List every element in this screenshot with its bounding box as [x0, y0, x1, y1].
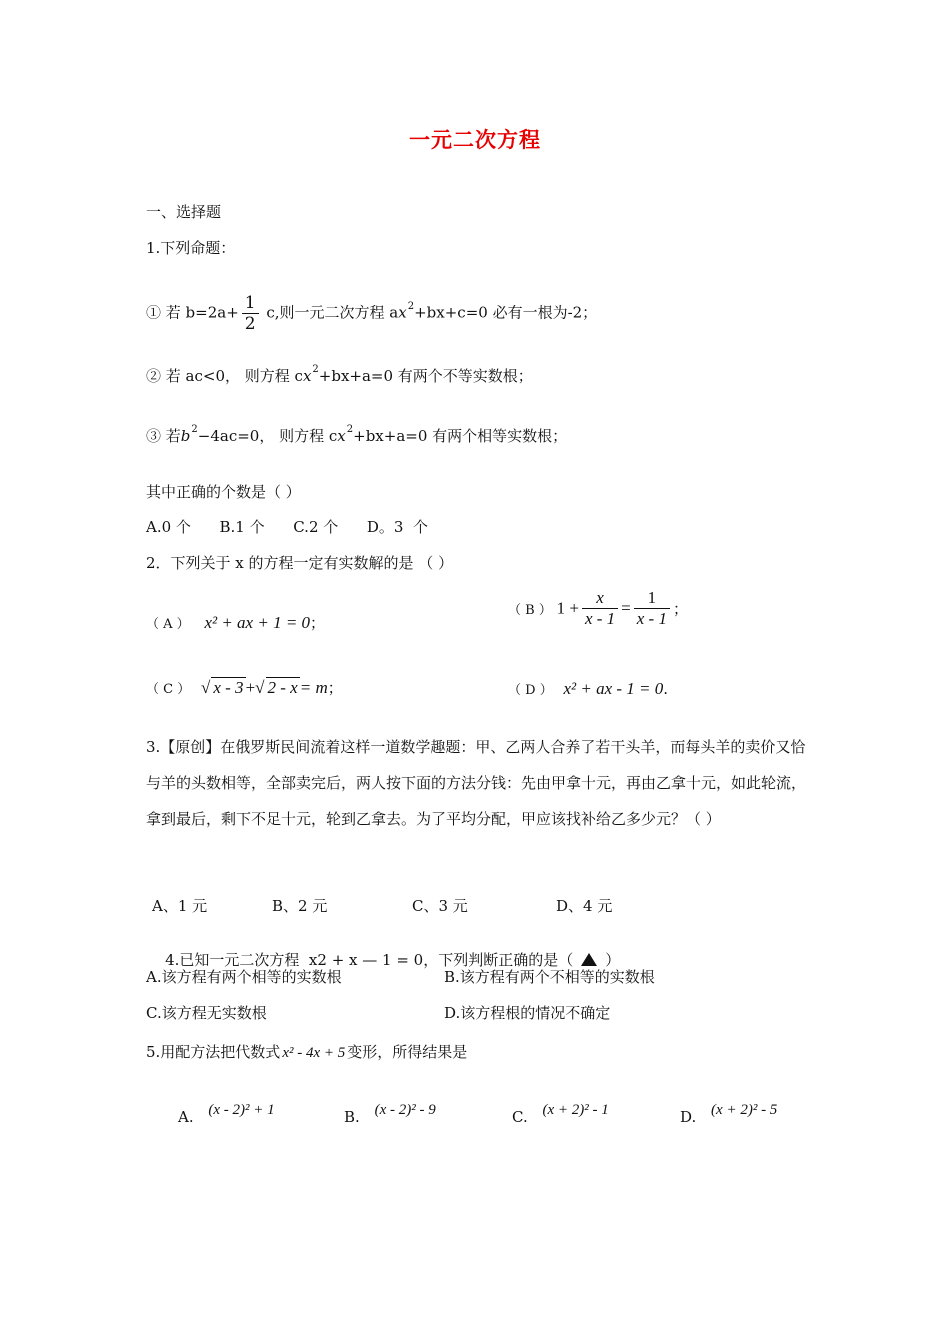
math-expression: x² + ax - 1 = 0 — [563, 679, 664, 698]
q1-s1-mid: c,则一元二次方程 a — [261, 303, 399, 322]
fraction — [582, 588, 618, 629]
q1-options: A.0 个 B.1 个 C.2 个 D。3 个 — [146, 518, 428, 536]
q2-option-d — [508, 679, 668, 699]
frac-den: x - 1 — [584, 609, 616, 628]
q4-stem-post: ） — [605, 951, 621, 969]
q1-s3-pre: ③ 若 — [146, 427, 181, 445]
q1-statement-2 — [146, 366, 533, 389]
punct: ； — [672, 600, 688, 618]
q5-stem-pre: 5.用配方法把代数式 — [146, 1043, 281, 1061]
q5-option-b — [344, 1100, 436, 1126]
equals-sign: = — [621, 598, 631, 618]
page-title: 一元二次方程 — [409, 127, 541, 152]
frac-den: x - 1 — [636, 609, 667, 628]
q3-option-c: C、3 元 — [412, 897, 468, 915]
math-expression: (x - 2)² + 1 — [208, 1102, 275, 1118]
q1-s3-mid: −4ac=0， 则方程 c — [197, 427, 338, 445]
var-x: x — [302, 367, 312, 385]
punct: . — [663, 680, 669, 698]
q2-stem: 2．下列关于 x 的方程一定有实数解的是 （ ） — [146, 554, 454, 572]
radicand: x - 3 — [213, 678, 244, 697]
exponent: 2 — [346, 424, 354, 435]
radicand: 2 - x — [267, 678, 298, 697]
option-label: （ D ） — [508, 683, 553, 698]
q1-stem: 1.下列命题： — [146, 239, 236, 257]
math-expression: (x + 2)² - 5 — [711, 1102, 778, 1118]
frac-num: 1 — [242, 293, 259, 314]
math-expression: (x + 2)² - 1 — [542, 1102, 609, 1118]
option-label: （ C ） — [146, 682, 191, 697]
q5-option-a — [178, 1100, 275, 1126]
q4-option-b: B.该方程有两个不相等的实数根 — [444, 968, 655, 986]
q5-stem — [146, 1042, 467, 1063]
option-label: D. — [680, 1108, 697, 1126]
q4-option-d: D.该方程根的情况不确定 — [444, 1004, 611, 1022]
frac-den: 2 — [244, 314, 256, 334]
option-label: B. — [344, 1108, 360, 1126]
q5-option-d — [680, 1100, 778, 1126]
q1-s1-post: +bx+c=0 必有一根为-2； — [414, 303, 598, 322]
q1-question: 其中正确的个数是（ ） — [146, 483, 301, 501]
q2-option-a — [146, 612, 325, 633]
var-x: x — [398, 303, 407, 322]
q4-option-a: A.该方程有两个相等的实数根 — [146, 968, 342, 986]
q3-option-b: B、2 元 — [272, 897, 328, 915]
option-label: （ A ） — [146, 617, 190, 632]
var-b: b — [180, 427, 191, 445]
math-expression: x² - 4x + 5 — [282, 1045, 346, 1061]
option-label: C. — [512, 1108, 528, 1126]
q4-option-c: C.该方程无实数根 — [146, 1004, 267, 1022]
q3-option-a: A、1 元 — [152, 897, 208, 915]
exponent: 2 — [312, 364, 319, 375]
frac-num: 1 — [634, 588, 670, 609]
math-rest: = m — [299, 678, 328, 697]
fraction-one-half — [242, 293, 259, 334]
q5-stem-post: 变形，所得结果是 — [347, 1043, 468, 1061]
punct: ； — [327, 679, 343, 697]
exponent: 2 — [191, 424, 198, 435]
q1-s3-post: +bx+a=0 有两个相等实数根； — [353, 427, 568, 445]
option-label: （ B ） — [508, 603, 552, 618]
option-label: A. — [178, 1108, 194, 1126]
plus-sign: + — [245, 678, 256, 697]
q5-option-c — [512, 1100, 609, 1126]
math-expression: (x - 2)² - 9 — [374, 1102, 436, 1118]
q3-text: 3.【原创】在俄罗斯民间流着这样一道数学趣题：甲、乙两人合养了若干头羊，而每头羊的卖价又恰与羊的头数相等，全部卖完后，两人按下面的方法分钱：先由甲拿十元，再由乙拿十元，如此轮流，拿到最后，剩下不足十元，轮到乙拿去。为了平均分配，甲应该找补给乙多少元？（ ） — [146, 738, 807, 828]
q1-statement-3 — [146, 426, 567, 449]
section-heading: 一、选择题 — [146, 203, 222, 221]
q3-option-d: D、4 元 — [556, 897, 613, 915]
q1-s2-post: +bx+a=0 有两个不等实数根； — [318, 367, 533, 385]
q1-s1-pre: ① 若 b=2a+ — [146, 303, 239, 322]
frac-num: x — [582, 588, 618, 609]
q2-option-b — [508, 588, 688, 629]
radical-sign: √ — [255, 678, 265, 697]
radical-sign: √ — [201, 678, 211, 697]
math-lead: 1 + — [556, 598, 579, 618]
fraction — [634, 588, 670, 629]
triangle-answer-icon — [581, 953, 597, 966]
q1-s2-pre: ② 若 ac<0， 则方程 c — [146, 367, 303, 385]
q4-stem-pre: 4.已知一元二次方程 x2 + x — 1 = 0，下列判断正确的是（ — [165, 951, 574, 969]
math-expression: x² + ax + 1 = 0 — [204, 613, 311, 632]
exponent: 2 — [407, 300, 415, 312]
q2-option-c — [146, 677, 343, 698]
q1-statement-1 — [146, 293, 597, 334]
var-x: x — [337, 427, 346, 445]
punct: ； — [310, 614, 326, 632]
